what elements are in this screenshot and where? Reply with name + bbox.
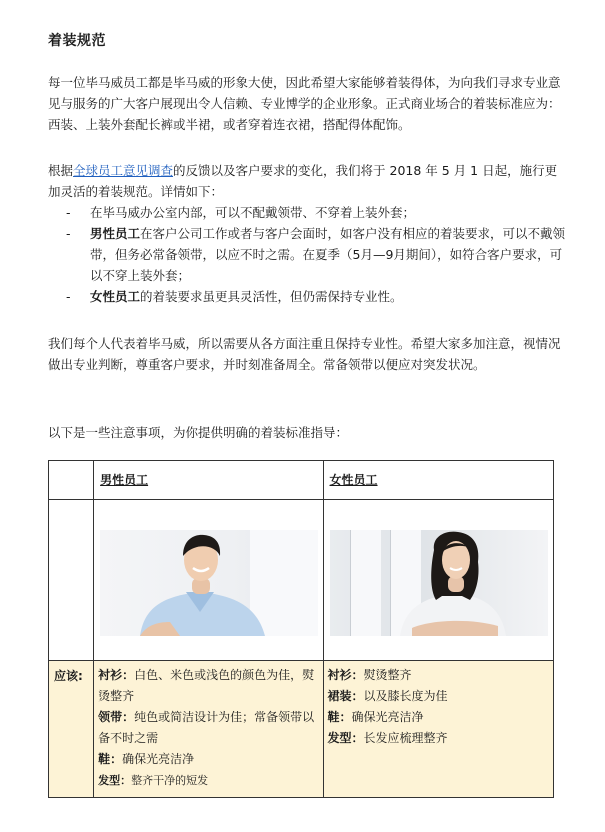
requirement-item: 衬衫：熨烫整齐 [327,668,412,682]
photo-row [49,500,554,661]
reminder-paragraph: 我们每个人代表着毕马威，所以需要从各方面注重且保持专业性。希望大家多加注意，视情况做出专业判断，尊重客户要求，并时刻准备周全。常备领带以便应对突发状况。 [48,336,561,372]
bullet-emphasis: 女性员工 [90,289,141,304]
female-requirements-cell [323,661,553,798]
male-photo-cell [94,500,323,661]
bullet-item: - 男性员工在客户公司工作或者与客户会面时，如客户没有相应的着装要求，可以不戴领带，但务必常备领带，以应不时之需。在夏季（5月—9月期间），如符合客户要求，可以不穿上装外套； [66,226,566,283]
female-employee-photo [330,530,548,636]
policy-bullet-list [66,202,566,307]
dress-code-table [48,460,554,798]
requirement-item: 裙装：以及膝长度为佳 [327,689,448,703]
row-label-should: 应该: [49,661,94,798]
female-header: 女性员工 [329,473,378,487]
male-header: 男性员工 [100,473,149,487]
policy-text-after: 的反馈以及客户要求的变化，我们将于 2018 年 5 月 1 日起，施行更加灵活的着装规范。详情如下： [48,163,558,199]
page-title: 着装规范 [48,33,106,49]
policy-text-before: 根据 [48,163,74,178]
requirements-row [49,661,554,798]
policy-paragraph [48,160,568,202]
table-corner-cell [49,461,94,500]
female-figure-image [330,530,548,636]
intro-paragraph: 每一位毕马威员工都是毕马威的形象大使，因此希望大家能够着装得体，为向我们寻求专业意见与服务的广大客户展现出令人信赖、专业博学的企业形象。正式商业场合的着装标准应为：西装、上装外套配长裤或半裙，或者穿着连衣裙，搭配得体配饰。 [48,75,561,132]
male-figure-image [100,530,318,636]
requirement-item: 领带：纯色或简洁设计为佳；常备领带以备不时之需 [98,710,315,745]
female-header-cell [323,461,553,500]
requirement-item: 鞋：确保光亮洁净 [98,752,195,766]
female-photo-cell [323,500,553,661]
requirement-item: 鞋：确保光亮洁净 [327,710,424,724]
male-employee-photo [100,530,318,636]
requirement-item: 衬衫：白色、米色或浅色的颜色为佳，熨烫整齐 [98,668,315,703]
survey-link[interactable]: 全球员工意见调查 [73,163,174,178]
table-intro-paragraph: 以下是一些注意事项，为你提供明确的着装标准指导： [48,425,349,440]
male-requirements-cell [94,661,323,798]
table-header-row [49,461,554,500]
bullet-item: - 女性员工的着装要求虽更具灵活性，但仍需保持专业性。 [66,289,403,304]
bullet-emphasis: 男性员工 [90,226,141,241]
bullet-item: - 在毕马威办公室内部，可以不配戴领带、不穿着上装外套； [66,205,416,220]
male-header-cell [94,461,323,500]
requirement-item: 发型：长发应梳理整齐 [327,731,448,745]
requirement-item: 发型：整齐干净的短发 [98,774,209,787]
photo-row-label-cell [49,500,94,661]
